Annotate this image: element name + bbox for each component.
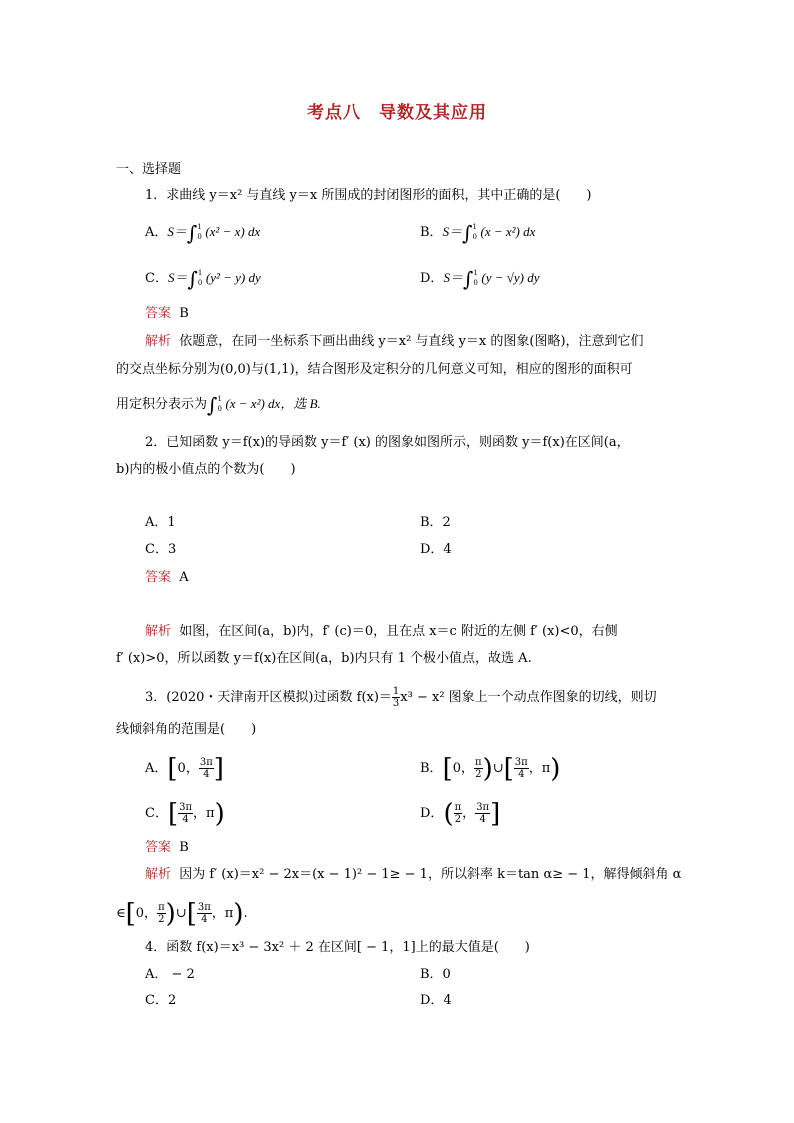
analysis-label: 解析 [145, 334, 172, 349]
q3-stem-line1: 3．(2020・天津南开区模拟)过函数 f(x)＝ $\frac{1}{3}$ x³ − x² 图象上一个动点作图象的切线，则切 [145, 686, 657, 709]
q3-option-c: C．[ $\frac{3\pi}{4}$ ，π) [145, 799, 225, 829]
q1-option-c: C．S＝∫ 1 0 (y² − y) dy [145, 267, 261, 291]
q3-stem-line2: 线倾斜角的范围是( ) [116, 722, 257, 737]
q2-analysis-line1: 解析 如图，在区间(a，b)内，f′ (c)＝0，且在点 x＝c 附近的左侧 f′ (x)<0，右侧 [145, 624, 618, 639]
integral-sign: ∫ [462, 221, 473, 245]
q2-option-b: B．2 [420, 515, 451, 530]
page-title: 考点八 导数及其应用 [307, 103, 487, 123]
section-heading: 一、选择题 [116, 162, 182, 177]
q1-analysis-line3: 用定积分表示为∫ 1 0 (x − x²) dx，选 B. [116, 393, 321, 417]
q1-analysis-line1: 解析 依题意，在同一坐标系下画出曲线 y＝x² 与直线 y＝x 的图象(图略)，注意到它们 [145, 334, 644, 349]
answer-label: 答案 [145, 306, 172, 321]
q1-option-b: B．S＝∫ 1 0 (x − x²) dx [420, 221, 536, 245]
q3-answer: 答案 B [145, 840, 189, 855]
integral-sign: ∫ [462, 267, 474, 291]
q1-option-d: D．S＝∫ 1 0 (y − √y) dy [420, 267, 540, 291]
q2-option-d: D．4 [420, 542, 452, 557]
q3-analysis-line2: ∈[0， $\frac{\pi}{2}$ )∪[ $\frac{3\pi}{4}$ ，π). [116, 899, 248, 929]
q4-option-b: B．0 [420, 967, 451, 982]
q3-option-a: A．[0， $\frac{3\pi}{4}$ ] [145, 754, 224, 784]
answer-label: 答案 [145, 570, 172, 585]
q4-option-d: D．4 [420, 993, 452, 1008]
q3-option-b: B．[0， $\frac{\pi}{2}$ )∪[ $\frac{3\pi}{4}$ ，π) [420, 754, 561, 784]
q2-analysis-line2: f′ (x)>0，所以函数 y＝f(x)在区间(a，b)内只有 1 个极小值点，故选 A. [116, 651, 532, 666]
integral-sign: ∫ [207, 393, 218, 417]
answer-label: 答案 [145, 840, 172, 855]
q4-option-a: A． − 2 [145, 967, 195, 982]
integral-sign: ∫ [187, 267, 198, 291]
q2-option-a: A．1 [145, 515, 176, 530]
q3-analysis-line1: 解析 因为 f′ (x)＝x² − 2x＝(x − 1)² − 1≥ − 1，所以斜率 k＝tan α≥ − 1，解得倾斜角 α [145, 867, 682, 882]
q2-stem-line1: 2．已知函数 y＝f(x)的导函数 y＝f′ (x) 的图象如图所示，则函数 y＝f(x)在区间(a， [145, 435, 630, 450]
q1-answer: 答案 B [145, 306, 189, 321]
integral-sign: ∫ [186, 221, 198, 245]
q2-option-c: C．3 [145, 542, 177, 557]
analysis-label: 解析 [145, 867, 172, 882]
q4-stem: 4．函数 f(x)＝x³ − 3x² ＋ 2 在区间[ − 1，1]上的最大值是( ) [145, 940, 530, 955]
q1-analysis-line2: 的交点坐标分别为(0,0)与(1,1)，结合图形及定积分的几何意义可知，相应的图形的面积可 [116, 362, 633, 377]
q1-stem: 1．求曲线 y＝x² 与直线 y＝x 所围成的封闭图形的面积，其中正确的是( ) [145, 188, 592, 203]
q1-option-a: A．S＝∫ 1 0 (x² − x) dx [145, 221, 261, 245]
q3-option-d: D．( $\frac{\pi}{2}$ ， $\frac{3\pi}{4}$ ] [420, 799, 501, 829]
q2-stem-line2: b)内的极小值点的个数为( ) [116, 462, 296, 477]
q4-option-c: C．2 [145, 993, 177, 1008]
analysis-label: 解析 [145, 624, 172, 639]
q2-answer: 答案 A [145, 570, 189, 585]
